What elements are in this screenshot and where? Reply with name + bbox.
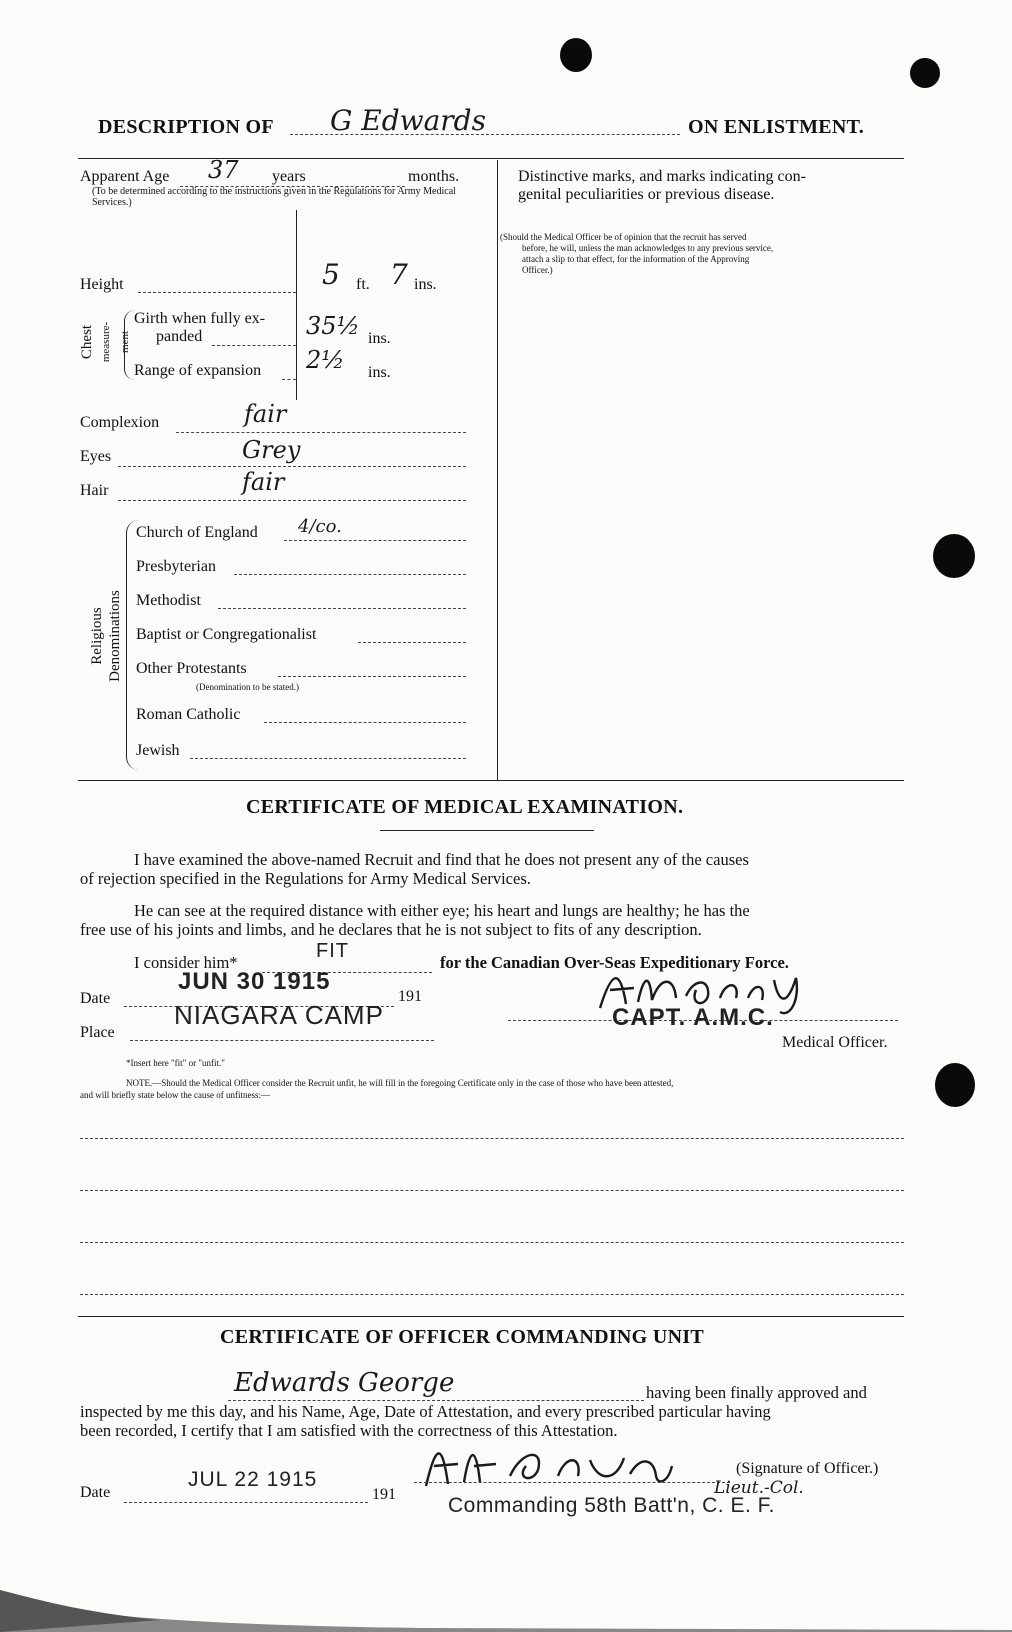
height-in-value: 7 bbox=[390, 258, 408, 291]
section-rule bbox=[78, 780, 904, 781]
religion-line bbox=[278, 676, 466, 677]
complexion-value: fair bbox=[244, 400, 287, 428]
place-line bbox=[130, 1040, 434, 1041]
complexion-line bbox=[176, 432, 466, 433]
commanding-line2: inspected by me this day, and his Name, Age, Date of Attestation, and every prescribed particular having bbox=[80, 1402, 771, 1421]
hair-line bbox=[118, 500, 466, 501]
commanding-name: Edwards George bbox=[234, 1368, 455, 1398]
age-value: 37 bbox=[208, 156, 239, 184]
commanding-date-191: 191 bbox=[372, 1486, 396, 1503]
fit-value: FIT bbox=[316, 940, 349, 962]
commanding-date-stamp: JUL 22 1915 bbox=[188, 1468, 318, 1491]
medical-date-label: Date bbox=[80, 990, 111, 1007]
months-label: months. bbox=[408, 168, 460, 185]
medical-title-underline bbox=[380, 830, 594, 831]
religion-line bbox=[190, 758, 466, 759]
medical-para2-line1: He can see at the required distance with either eye; his heart and lungs are healthy; he has the bbox=[134, 901, 750, 920]
punch-hole bbox=[560, 38, 592, 72]
religion-baptist: Baptist or Congregationalist bbox=[136, 626, 317, 643]
eyes-line bbox=[118, 466, 466, 467]
commanding-rank: Lieut.-Col. bbox=[714, 1478, 804, 1498]
unfitness-line bbox=[80, 1294, 904, 1295]
religion-side-label-1: Religious bbox=[89, 607, 105, 665]
marks-note-4: Officer.) bbox=[522, 265, 553, 275]
medical-para1-line2: of rejection specified in the Regulations for Army Medical Services. bbox=[80, 869, 531, 888]
eyes-value: Grey bbox=[242, 436, 301, 464]
physical-divider bbox=[296, 210, 297, 400]
religion-presbyterian: Presbyterian bbox=[136, 558, 216, 575]
religion-side-label bbox=[88, 566, 124, 706]
commanding-date-label: Date bbox=[80, 1484, 111, 1501]
medical-para1-line1: I have examined the above-named Recruit and find that he does not present any of the causes bbox=[134, 850, 749, 869]
place-stamp: NIAGARA CAMP bbox=[174, 1000, 384, 1030]
medical-note-line2: and will briefly state below the cause of unfitness:— bbox=[80, 1090, 270, 1100]
consider-suffix: for the Canadian Over-Seas Expeditionary Force. bbox=[440, 953, 789, 972]
medical-footnote: *Insert here "fit" or "unfit." bbox=[126, 1058, 225, 1068]
commanding-line3: been recorded, I certify that I am satisfied with the correctness of this Attestation. bbox=[80, 1421, 618, 1440]
religion-other-protestants: Other Protestants bbox=[136, 660, 247, 677]
religion-church-of-england-mark: 4/co. bbox=[298, 516, 342, 537]
ft-label: ft. bbox=[356, 276, 370, 293]
religion-line bbox=[358, 642, 466, 643]
header-suffix: ON ENLISTMENT. bbox=[688, 116, 865, 138]
medical-para2-line2: free use of his joints and limbs, and he declares that he is not subject to fits of any description. bbox=[80, 920, 702, 939]
years-label: years bbox=[272, 168, 306, 185]
medical-title: CERTIFICATE OF MEDICAL EXAMINATION. bbox=[246, 796, 684, 818]
girth-unit: ins. bbox=[368, 330, 391, 347]
religion-methodist: Methodist bbox=[136, 592, 201, 609]
commanding-officer-signature bbox=[418, 1436, 678, 1494]
religion-church-of-england: Church of England bbox=[136, 524, 258, 541]
commanding-date-line bbox=[124, 1502, 368, 1503]
age-note: (To be determined according to the instructions given in the Regulations for Army Medical Services.) bbox=[92, 186, 456, 208]
unfitness-line bbox=[80, 1190, 904, 1191]
place-label: Place bbox=[80, 1024, 115, 1041]
height-line bbox=[138, 292, 296, 293]
marks-heading-1: Distinctive marks, and marks indicating con- bbox=[518, 168, 806, 185]
top-rule bbox=[78, 158, 904, 159]
hair-label: Hair bbox=[80, 482, 109, 499]
punch-hole bbox=[933, 534, 975, 578]
chest-label-1: Chest bbox=[79, 324, 95, 360]
commanding-name-line bbox=[228, 1400, 644, 1401]
header-name: G Edwards bbox=[330, 104, 486, 137]
religion-line bbox=[284, 540, 466, 541]
consider-prefix: I consider him* bbox=[134, 953, 238, 972]
height-label: Height bbox=[80, 276, 124, 293]
signature-stamp: CAPT. A.M.C. bbox=[612, 1004, 774, 1031]
religion-line bbox=[234, 574, 466, 575]
commanding-line1-suffix: having been finally approved and bbox=[646, 1383, 867, 1402]
punch-hole bbox=[910, 58, 940, 88]
unfitness-line bbox=[80, 1138, 904, 1139]
column-divider bbox=[497, 160, 498, 780]
religion-line bbox=[264, 722, 466, 723]
header-prefix: DESCRIPTION OF bbox=[98, 116, 274, 138]
marks-note-1: (Should the Medical Officer be of opinion that the recruit has served bbox=[500, 232, 747, 242]
religion-line bbox=[218, 608, 466, 609]
eyes-label: Eyes bbox=[80, 448, 112, 465]
hair-value: fair bbox=[242, 468, 285, 496]
range-line bbox=[282, 379, 296, 380]
girth-line bbox=[212, 345, 296, 346]
marks-note-3: attach a slip to that effect, for the information of the Approving bbox=[522, 254, 750, 264]
height-ft-value: 5 bbox=[322, 258, 340, 291]
marks-heading-2: genital peculiarities or previous disease. bbox=[518, 186, 775, 203]
religion-other-note: (Denomination to be stated.) bbox=[196, 682, 299, 692]
commanding-title: CERTIFICATE OF OFFICER COMMANDING UNIT bbox=[220, 1326, 705, 1348]
complexion-label: Complexion bbox=[80, 414, 160, 431]
apparent-age-label: Apparent Age bbox=[80, 168, 170, 185]
range-value: 2½ bbox=[306, 346, 345, 374]
medical-date-stamp: JUN 30 1915 bbox=[178, 968, 331, 995]
punch-hole bbox=[935, 1063, 975, 1107]
page-edge-shadow bbox=[0, 1590, 1012, 1632]
religion-side-label-2: Denominations bbox=[107, 590, 123, 682]
girth-label-2: panded bbox=[156, 328, 203, 345]
girth-value: 35½ bbox=[306, 312, 360, 340]
section-rule bbox=[78, 1316, 904, 1317]
religion-roman-catholic: Roman Catholic bbox=[136, 706, 241, 723]
medical-note-line1: NOTE.—Should the Medical Officer consider the Recruit unfit, he will fill in the foregoing Certificate only in the case of those who have been attested, bbox=[126, 1078, 674, 1088]
girth-label-1: Girth when fully ex- bbox=[134, 310, 266, 327]
unfitness-line bbox=[80, 1242, 904, 1243]
marks-note-2: before, he will, unless the man acknowledges to any previous service, bbox=[522, 243, 774, 253]
commanding-signature-line bbox=[414, 1482, 730, 1483]
chest-label-2: measure-ment bbox=[100, 321, 131, 363]
range-label: Range of expansion bbox=[134, 362, 262, 379]
medical-officer-label: Medical Officer. bbox=[782, 1034, 888, 1051]
range-unit: ins. bbox=[368, 364, 391, 381]
ins-label: ins. bbox=[414, 276, 437, 293]
religion-jewish: Jewish bbox=[136, 742, 180, 759]
signature-of-officer-label: (Signature of Officer.) bbox=[736, 1460, 879, 1477]
commanding-stamp: Commanding 58th Batt'n, C. E. F. bbox=[448, 1494, 775, 1517]
medical-date-191: 191 bbox=[398, 988, 422, 1005]
